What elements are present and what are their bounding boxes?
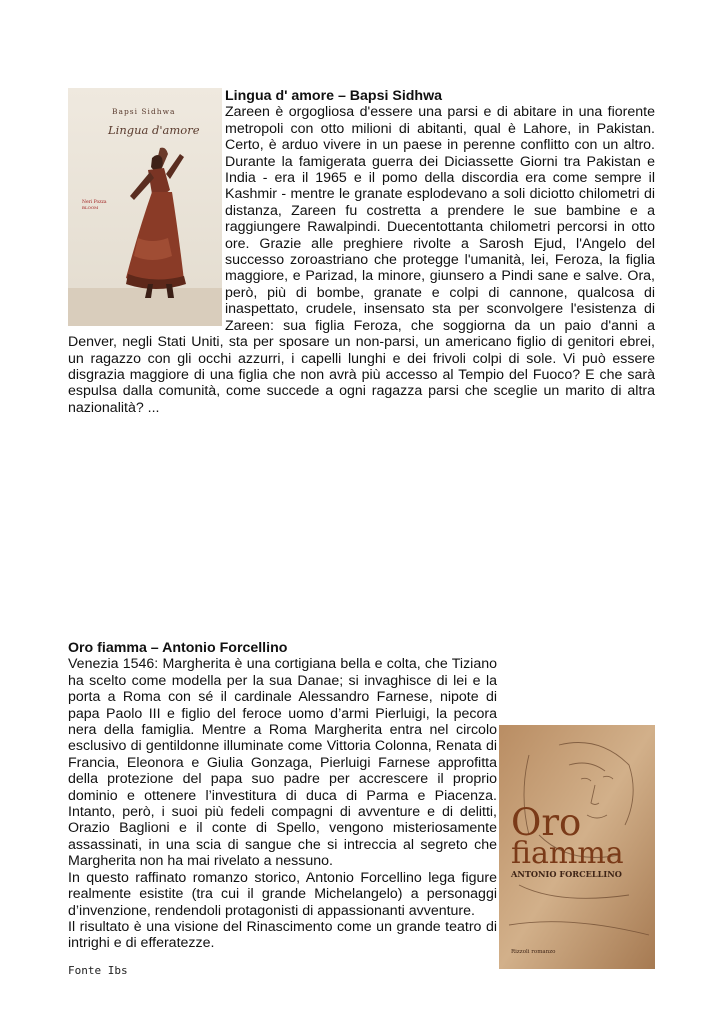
- book-entry-lingua-damore: [68, 88, 655, 416]
- book-synopsis-oro-fiamma: Venezia 1546: Margherita è una cortigiana bella e colta, che Tiziano ha scelto come modella per la sua Danae; si invaghisce di lei e la porta a Roma con sé il cardinale Alessandro Farnese, nipote di papa Paolo III e figlio del feroce uomo d’armi Pierluigi, la pecora nera della famiglia. Mentre a Roma Margherita entra nel circolo esclusivo di gentildonne illuminate come Vittoria Colonna, Renata di Francia, Eleonora e Giulia Gonzaga, Pierluigi Farnese approfitta della protezione del papa suo padre per accrescere il proprio dominio e ottenere l’investitura di duca di Parma e Piacenza. Intanto, però, i suoi più fedeli compagni di avventure e di delitti, Orazio Baglioni e il conte di Spello, vengono misteriosamente assassinati, in una scia di sangue che si intreccia al segreto che Margherita non ha mai rivelato a nessuno.: [68, 656, 497, 870]
- cover1-title: Lingua d'amore: [108, 123, 200, 137]
- cover2-title-line1: Oro: [511, 801, 582, 845]
- book-cover-lingua-damore: [68, 88, 222, 326]
- book-title-lingua-damore: Lingua d' amore – Bapsi Sidhwa: [225, 88, 443, 104]
- book-synopsis-oro-fiamma-p2: In questo raffinato romanzo storico, Antonio Forcellino lega figure realmente esistite (tra cui il grande Michelangelo) a personaggi d’invenzione, rendendoli protagonisti di appassionanti avventure.: [68, 869, 497, 919]
- cover2-publisher: Rizzoli romanzo: [511, 949, 556, 956]
- book-synopsis-oro-fiamma-p3: Il risultato è una visione del Rinascimento come un grande teatro di intrighi e di efferatezze.: [68, 918, 497, 952]
- cover2-title-line2: fiamma: [511, 836, 624, 872]
- cover2-author: ANTONIO FORCELLINO: [511, 869, 622, 880]
- book-synopsis-lingua-damore: Zareen è orgogliosa d'essere una parsi e di abitare in una fiorente metropoli con otto milioni di abitanti, qual è Lahore, in Pakistan. Certo, è arduo vivere in un paese in perenne conflitto con un altro. Durante la famigerata guerra dei Diciassette Giorni tra Pakistan e India - era il 1965 e il pomo della discordia era come sempre il Kashmir - mentre le granate esplodevano a soli diciotto chilometri di distanza, Zareen fu costretta a prendere le sue bambine e a raggiungere Rawalpindi. Duecentottanta chilometri percorsi in otto ore. Grazie alle preghiere rivolte a Sarosh Ejud, l'Angelo del successo zoroastriano che protegge l'umanità, lei, Feroza, la figlia maggiore, e Parizad, la minore, giunsero a Pindi sane e salve. Ora, però, più di bombe, granate e colpi di cannone, qualcosa di inaspettato, crudele, insensato sta per sconvolgere l'esistenza di Zareen: sua figlia Feroza, che soggiorna da un paio d'anni a Denver, negli Stati Uniti, sta per sposare un non-parsi, un americano figlio di genitori ebrei, un ragazzo con gli occhi azzurri, i capelli lunghi e dei frivoli colpi di sole. Vi può essere disgrazia maggiore di una figlia che non avrà più accesso al Tempio del Fuoco? E che sarà espulsa dalla comunità, come succede a ogni ragazza parsi che sceglie un marito di altra nazionalità? ...: [68, 104, 655, 416]
- cover1-publisher: Neri Pozza: [82, 200, 107, 205]
- book-entry-oro-fiamma: [68, 640, 655, 969]
- book-title-oro-fiamma: Oro fiamma – Antonio Forcellino: [68, 640, 288, 656]
- book-cover-oro-fiamma: [499, 725, 655, 969]
- cover1-imprint: BLOOM: [82, 205, 99, 210]
- source-footer: Fonte Ibs: [68, 964, 128, 977]
- cover1-author: Bapsi Sidhwa: [112, 107, 176, 116]
